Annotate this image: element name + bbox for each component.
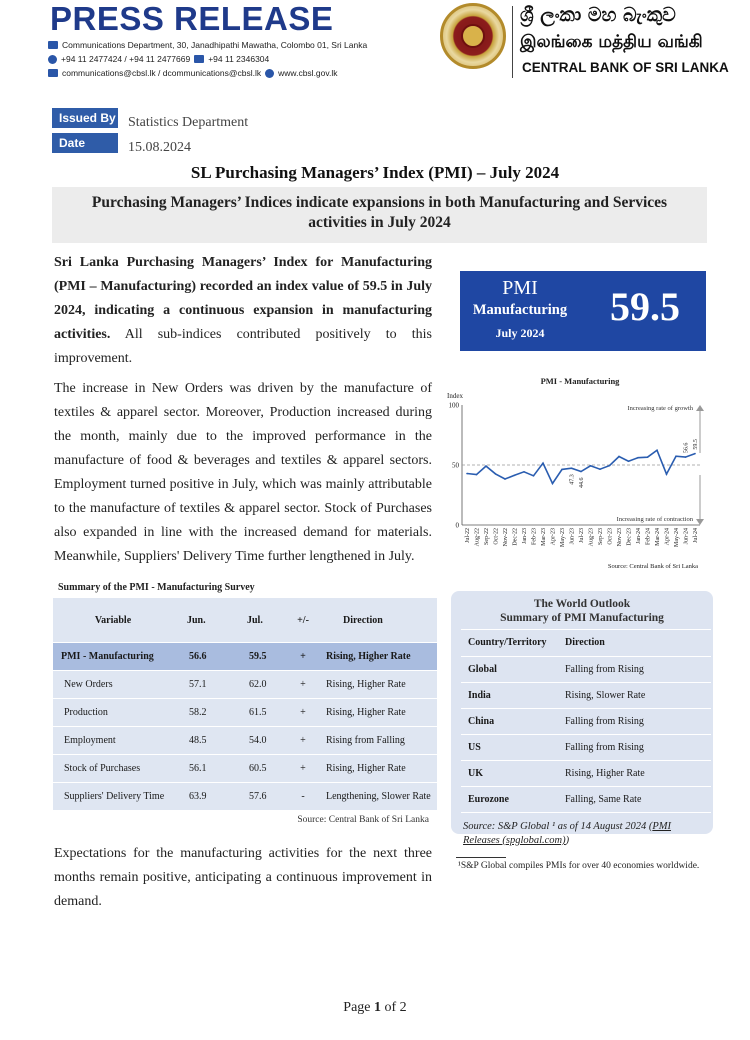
- website-link[interactable]: www.cbsl.gov.lk: [278, 68, 338, 78]
- row-direction: Rising, Higher Rate: [326, 679, 406, 690]
- x-tick-label: Apr-23: [550, 528, 557, 546]
- world-outlook-header: [451, 629, 713, 656]
- row-variable: Production: [64, 707, 108, 718]
- data-label: 59.5: [693, 439, 699, 450]
- paragraph-outlook: Expectations for the manufacturing activities for the next three months remain positive, anticipating a continuous improvement in demand.: [54, 846, 432, 909]
- row-direction: Rising, Higher Rate: [326, 651, 411, 662]
- x-tick-label: Feb-24: [645, 528, 652, 545]
- data-point: [485, 465, 487, 467]
- email-icon: [48, 69, 58, 77]
- data-point: [628, 460, 630, 462]
- x-tick-label: Nov-23: [617, 528, 623, 547]
- row-jul: 61.5: [249, 707, 267, 718]
- summary-header-variable: Variable: [94, 614, 132, 626]
- paragraph-intro-rest: All sub-indices contributed positively to this improvement.: [54, 327, 432, 366]
- x-tick-label: Apr-24: [664, 528, 671, 546]
- data-point: [675, 455, 677, 457]
- data-point: [618, 456, 620, 458]
- header-divider: [512, 6, 513, 78]
- pmi-highlight-box: [460, 271, 706, 351]
- pmi-releases-link[interactable]: PMI Releases (spglobal.com): [463, 821, 671, 846]
- address-text: Communications Department, 30, Janadhipathi Mawatha, Colombo 01, Sri Lanka: [62, 40, 368, 50]
- summary-header-direction: Direction: [343, 614, 383, 626]
- phone-text: +94 11 2477424 / +94 11 2477669: [61, 54, 191, 64]
- table-row: [53, 754, 437, 782]
- x-tick-label: Oct-23: [607, 528, 614, 545]
- x-tick-label: Sep-22: [484, 528, 490, 545]
- page-label: Page: [343, 1000, 371, 1015]
- paragraph-intro: [54, 251, 432, 371]
- x-tick-label: Aug-22: [474, 528, 481, 547]
- data-point: [476, 474, 478, 476]
- row-jul: 62.0: [249, 679, 267, 690]
- row-direction: Rising, Higher Rate: [326, 707, 406, 718]
- headline-line-1: Purchasing Managers’ Indices indicate expansions in both Manufacturing and Services: [91, 194, 668, 211]
- list-item: [451, 734, 713, 760]
- page-number: [0, 1000, 750, 1016]
- issued-by-tag: Issued By: [52, 108, 118, 128]
- data-point: [504, 478, 506, 480]
- email-line: [48, 68, 338, 78]
- data-label: 56.6: [683, 442, 690, 454]
- table-row: [53, 670, 437, 698]
- world-outlook-title-2: Summary of PMI Manufacturing: [500, 612, 664, 624]
- x-tick-label: Jan-24: [636, 528, 642, 544]
- x-tick-label: Jul-22: [465, 528, 471, 543]
- pmi-box-period: July 2024: [495, 326, 545, 340]
- data-point: [523, 471, 525, 473]
- data-point: [666, 473, 668, 475]
- summary-table: [53, 598, 437, 810]
- row-direction: Lengthening, Slower Rate: [326, 791, 431, 802]
- row-jun: 56.6: [189, 651, 207, 662]
- cbsl-logo: [440, 3, 506, 69]
- footnote-rule: [456, 857, 506, 858]
- row-change: -: [301, 791, 305, 802]
- data-label: 47.3: [569, 474, 576, 485]
- data-point: [514, 475, 516, 477]
- paragraph-intro-bold: Sri Lanka Purchasing Managers’ Index for Manufacturing (PMI – Manufacturing) recorded an index value of 59.5 in July 2024, indicating a continuous expansion in manufacturing activities.: [54, 255, 432, 342]
- world-outlook-title-1: The World Outlook: [533, 598, 631, 610]
- row-jun: 48.5: [189, 735, 207, 746]
- country-name: China: [468, 715, 495, 727]
- country-direction: Falling from Rising: [565, 663, 644, 675]
- row-jul: 59.5: [249, 651, 267, 662]
- x-tick-label: Jul-23: [579, 528, 585, 543]
- world-outlook-source-prefix: Source: S&P Global ¹ as of 14 August 2024 (: [463, 821, 653, 832]
- header: [0, 0, 750, 92]
- date-tag: Date: [52, 133, 118, 153]
- chart-source: Source: Central Bank of Sri Lanka: [607, 563, 698, 570]
- x-tick-label: Mar-23: [541, 528, 547, 546]
- x-tick-label: Jun-23: [569, 528, 576, 545]
- x-tick-label: Dec-23: [626, 528, 633, 546]
- y-tick-label: 100: [448, 401, 459, 410]
- country-name: Global: [468, 663, 497, 675]
- data-point: [495, 473, 497, 475]
- country-direction: Rising, Higher Rate: [565, 767, 645, 779]
- table-row: [53, 726, 437, 754]
- pmi-box-sublabel: Manufacturing: [472, 302, 568, 318]
- page-current: 1: [374, 1000, 382, 1015]
- data-point: [694, 453, 696, 455]
- data-point: [637, 457, 639, 459]
- row-change: +: [300, 735, 306, 746]
- row-direction: Rising, Higher Rate: [326, 763, 406, 774]
- data-label: 44.6: [579, 477, 585, 488]
- table-row: [53, 782, 437, 810]
- row-variable: Stock of Purchases: [64, 763, 141, 774]
- x-tick-label: Jul-24: [693, 528, 699, 543]
- row-variable: PMI - Manufacturing: [61, 651, 154, 662]
- x-tick-label: Sep-23: [598, 528, 604, 545]
- world-outlook-source-suffix: ): [565, 835, 570, 846]
- bank-name-tamil: இலங்கை மத்திய வங்கி: [520, 32, 703, 52]
- row-jul: 57.6: [249, 791, 267, 802]
- globe-icon: [265, 69, 274, 78]
- x-tick-label: Jun-24: [683, 528, 690, 545]
- row-variable: Employment: [64, 735, 116, 746]
- row-jul: 60.5: [249, 763, 267, 774]
- pmi-box-value: 59.5: [610, 284, 680, 329]
- x-tick-label: Mar-24: [655, 528, 661, 546]
- data-point: [533, 475, 535, 477]
- world-outlook-title: [451, 597, 713, 625]
- world-outlook-col-direction: Direction: [565, 637, 605, 648]
- summary-header-change: +/-: [297, 614, 309, 626]
- mail-icon: [48, 41, 58, 49]
- pmi-box-label: PMI: [502, 277, 538, 299]
- list-item: [451, 708, 713, 734]
- summary-source: Source: Central Bank of Sri Lanka: [297, 815, 429, 825]
- data-point: [466, 473, 468, 475]
- footnote: ¹S&P Global compiles PMIs for over 40 economies worldwide.: [458, 861, 700, 871]
- date-value: 15.08.2024: [128, 140, 191, 155]
- row-jun: 58.2: [189, 707, 207, 718]
- summary-header-row: [53, 598, 437, 642]
- data-point: [542, 462, 544, 464]
- row-change: +: [300, 651, 306, 662]
- phone-line: [48, 54, 269, 64]
- row-jul: 54.0: [249, 735, 267, 746]
- table-row: [53, 642, 437, 670]
- row-change: +: [300, 707, 306, 718]
- list-item: [451, 786, 713, 812]
- fax-text: +94 11 2346304: [208, 54, 270, 64]
- country-name: India: [468, 689, 491, 701]
- country-direction: Falling from Rising: [565, 741, 644, 753]
- pmi-line-chart: [445, 372, 715, 572]
- y-tick-label: 50: [452, 461, 459, 470]
- x-tick-label: Oct-22: [493, 528, 500, 545]
- data-point: [599, 468, 601, 470]
- data-point: [571, 467, 573, 469]
- data-point: [590, 465, 592, 467]
- x-tick-label: Feb-23: [531, 528, 538, 545]
- paragraph-details: The increase in New Orders was driven by the manufacture of textiles & apparel sector. Moreover, Production increased during the month, mainly due to the improved performance in the manufacture of food & beverages and textiles & apparel sectors. Employment turned positive in July, which was mainly attributable to the manufacture of textiles & apparel sector. Stock of Purchases also expanded in line with the increased demand for materials. Meanwhile, Suppliers' Delivery Time further lengthened in July.: [54, 381, 432, 564]
- row-jun: 56.1: [189, 763, 207, 774]
- arrow-down-head-icon: [696, 519, 704, 525]
- annotation-growth: Increasing rate of growth: [627, 405, 693, 412]
- annotation-contraction: Increasing rate of contraction: [616, 516, 693, 523]
- summary-caption: Summary of the PMI - Manufacturing Survey: [58, 582, 255, 593]
- world-outlook-source: [463, 820, 703, 848]
- page-title: SL Purchasing Managers’ Index (PMI) – July 2024: [190, 163, 560, 182]
- press-release-title: PRESS RELEASE: [50, 0, 334, 37]
- bank-name-sinhala: ශ්‍රී ලංකා මහ බැංකුව: [520, 4, 676, 26]
- country-name: US: [468, 741, 481, 753]
- country-direction: Rising, Slower Rate: [565, 689, 646, 701]
- row-jun: 57.1: [189, 679, 207, 690]
- page-total: of 2: [384, 1000, 407, 1015]
- row-jun: 63.9: [189, 791, 207, 802]
- phone-icon: [48, 55, 57, 64]
- list-item: [451, 682, 713, 708]
- country-name: Eurozone: [468, 793, 509, 805]
- row-variable: New Orders: [64, 679, 113, 690]
- table-row: [53, 698, 437, 726]
- data-point: [552, 483, 554, 485]
- x-tick-label: Aug-23: [588, 528, 595, 547]
- headline-line-2: activities in July 2024: [308, 214, 451, 231]
- data-point: [656, 449, 658, 451]
- divider: [461, 812, 711, 813]
- headline-box: [52, 187, 707, 243]
- data-point: [685, 456, 687, 458]
- x-tick-label: Nov-22: [503, 528, 509, 547]
- data-point: [609, 465, 611, 467]
- x-tick-label: May-24: [674, 528, 680, 547]
- list-item: [451, 760, 713, 786]
- world-outlook-box: [451, 591, 713, 846]
- summary-header-jul: Jul.: [247, 614, 263, 626]
- address-line: [48, 40, 367, 50]
- issued-by-value: Statistics Department: [128, 115, 249, 130]
- row-change: +: [300, 763, 306, 774]
- world-outlook-col-country: Country/Territory: [468, 637, 547, 648]
- row-change: +: [300, 679, 306, 690]
- data-point: [580, 471, 582, 473]
- list-item: [451, 656, 713, 682]
- x-tick-label: Jan-23: [522, 528, 528, 544]
- country-direction: Falling, Same Rate: [565, 793, 642, 805]
- summary-header-jun: Jun.: [187, 614, 206, 626]
- chart-ylabel: Index: [447, 392, 463, 400]
- fax-icon: [194, 55, 204, 63]
- arrow-up-head-icon: [696, 405, 704, 411]
- chart-title: PMI - Manufacturing: [540, 376, 620, 386]
- data-point: [647, 456, 649, 458]
- x-tick-label: May-23: [560, 528, 566, 547]
- email-text[interactable]: communications@cbsl.lk / dcommunications@cbsl.lk: [62, 68, 262, 78]
- y-tick-label: 0: [455, 521, 459, 530]
- country-name: UK: [468, 767, 483, 779]
- row-direction: Rising from Falling: [326, 735, 405, 746]
- country-direction: Falling from Rising: [565, 715, 644, 727]
- bank-name-english: CENTRAL BANK OF SRI LANKA: [522, 60, 729, 75]
- row-variable: Suppliers' Delivery Time: [64, 791, 165, 802]
- data-point: [561, 469, 563, 471]
- x-tick-label: Dec-22: [512, 528, 519, 546]
